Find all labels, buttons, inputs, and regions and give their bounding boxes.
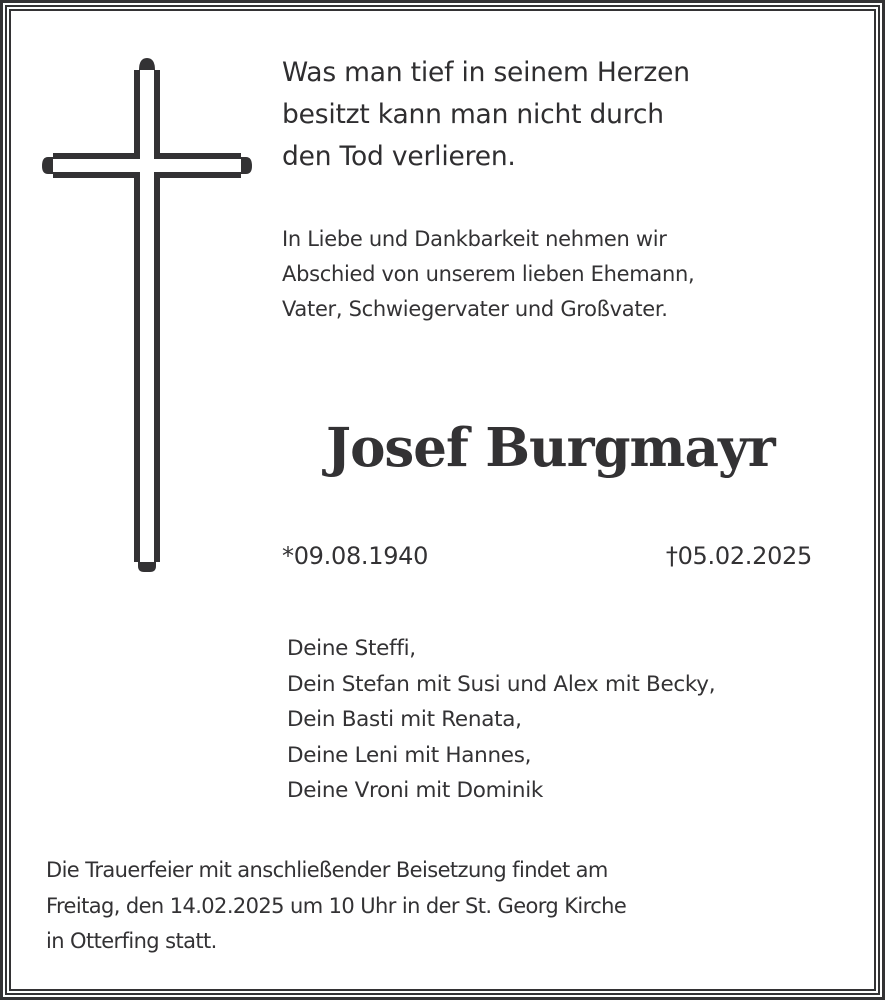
death-date: †05.02.2025 xyxy=(665,542,812,570)
mourner-line: Deine Steffi, xyxy=(287,636,416,661)
cross-icon xyxy=(38,56,256,574)
quote-line: den Tod verlieren. xyxy=(282,141,516,172)
birth-date: *09.08.1940 xyxy=(282,542,429,570)
mourner-line: Deine Leni mit Hannes, xyxy=(287,742,532,768)
intro-line: Vater, Schwiegervater und Großvater. xyxy=(282,297,668,321)
funeral-service-info xyxy=(46,853,626,960)
deceased-name: Josef Burgmayr xyxy=(326,417,775,479)
service-line: in Otterfing statt. xyxy=(46,929,217,953)
mourner-line: Deine Vroni mit Dominik xyxy=(287,778,544,803)
mourner-line: Dein Basti mit Renata, xyxy=(287,707,522,732)
mourner-line: Dein Stefan mit Susi und Alex mit Becky, xyxy=(287,671,716,697)
mourners-list xyxy=(287,631,715,809)
service-line: Freitag, den 14.02.2025 um 10 Uhr in der St. Georg Kirche xyxy=(46,893,627,918)
farewell-intro xyxy=(282,222,694,327)
memorial-quote xyxy=(282,52,690,178)
service-line: Die Trauerfeier mit anschließender Beisetzung findet am xyxy=(46,858,608,882)
life-dates xyxy=(282,536,812,576)
quote-line: besitzt kann man nicht durch xyxy=(282,99,664,130)
quote-line: Was man tief in seinem Herzen xyxy=(282,57,690,88)
intro-line: In Liebe und Dankbarkeit nehmen wir xyxy=(282,227,667,251)
intro-line: Abschied von unserem lieben Ehemann, xyxy=(282,262,695,286)
